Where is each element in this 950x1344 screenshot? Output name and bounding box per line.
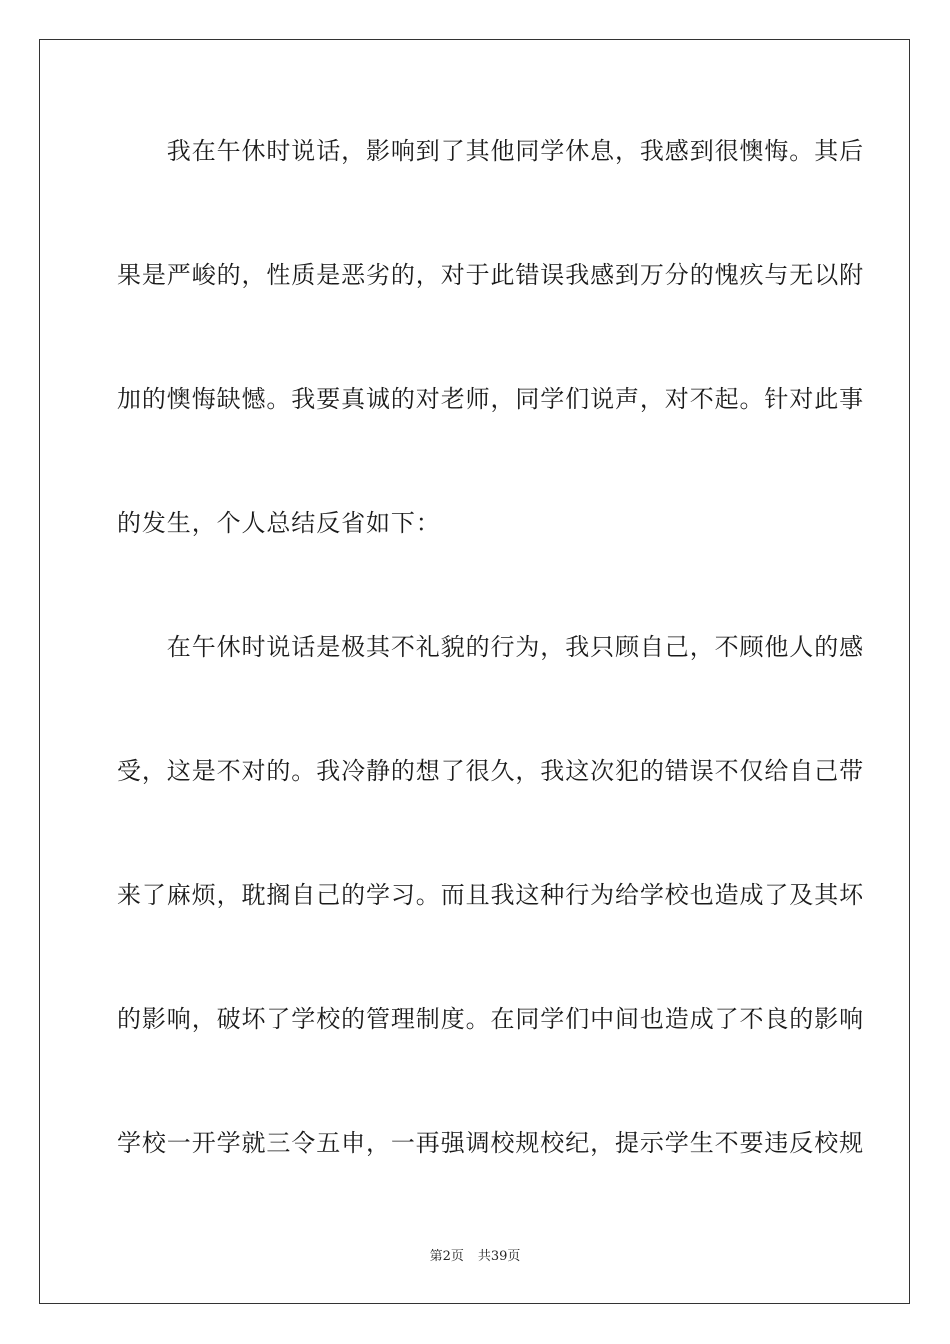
text-line-2: 果是严峻的，性质是恶劣的，对于此错误我感到万分的愧疚与无以附	[117, 261, 864, 289]
page-frame	[39, 39, 910, 1304]
text-line-7: 来了麻烦，耽搁自己的学习。而且我这种行为给学校也造成了及其坏	[117, 881, 864, 909]
text-line-5: 在午休时说话是极其不礼貌的行为，我只顾自己，不顾他人的感	[117, 633, 864, 661]
text-line-1: 我在午休时说话，影响到了其他同学休息，我感到很懊悔。其后	[117, 137, 864, 165]
text-line-6: 受，这是不对的。我冷静的想了很久，我这次犯的错误不仅给自己带	[117, 757, 864, 785]
page-number: 第2页	[429, 1249, 464, 1264]
text-line-9: 学校一开学就三令五申，一再强调校规校纪，提示学生不要违反校规	[117, 1129, 864, 1157]
page-footer	[0, 1248, 950, 1266]
page-total: 共39页	[477, 1249, 521, 1264]
text-line-3: 加的懊悔缺憾。我要真诚的对老师，同学们说声，对不起。针对此事	[117, 385, 864, 413]
text-line-8: 的影响，破坏了学校的管理制度。在同学们中间也造成了不良的影响	[117, 1005, 864, 1033]
text-line-4: 的发生，个人总结反省如下：	[117, 509, 441, 537]
